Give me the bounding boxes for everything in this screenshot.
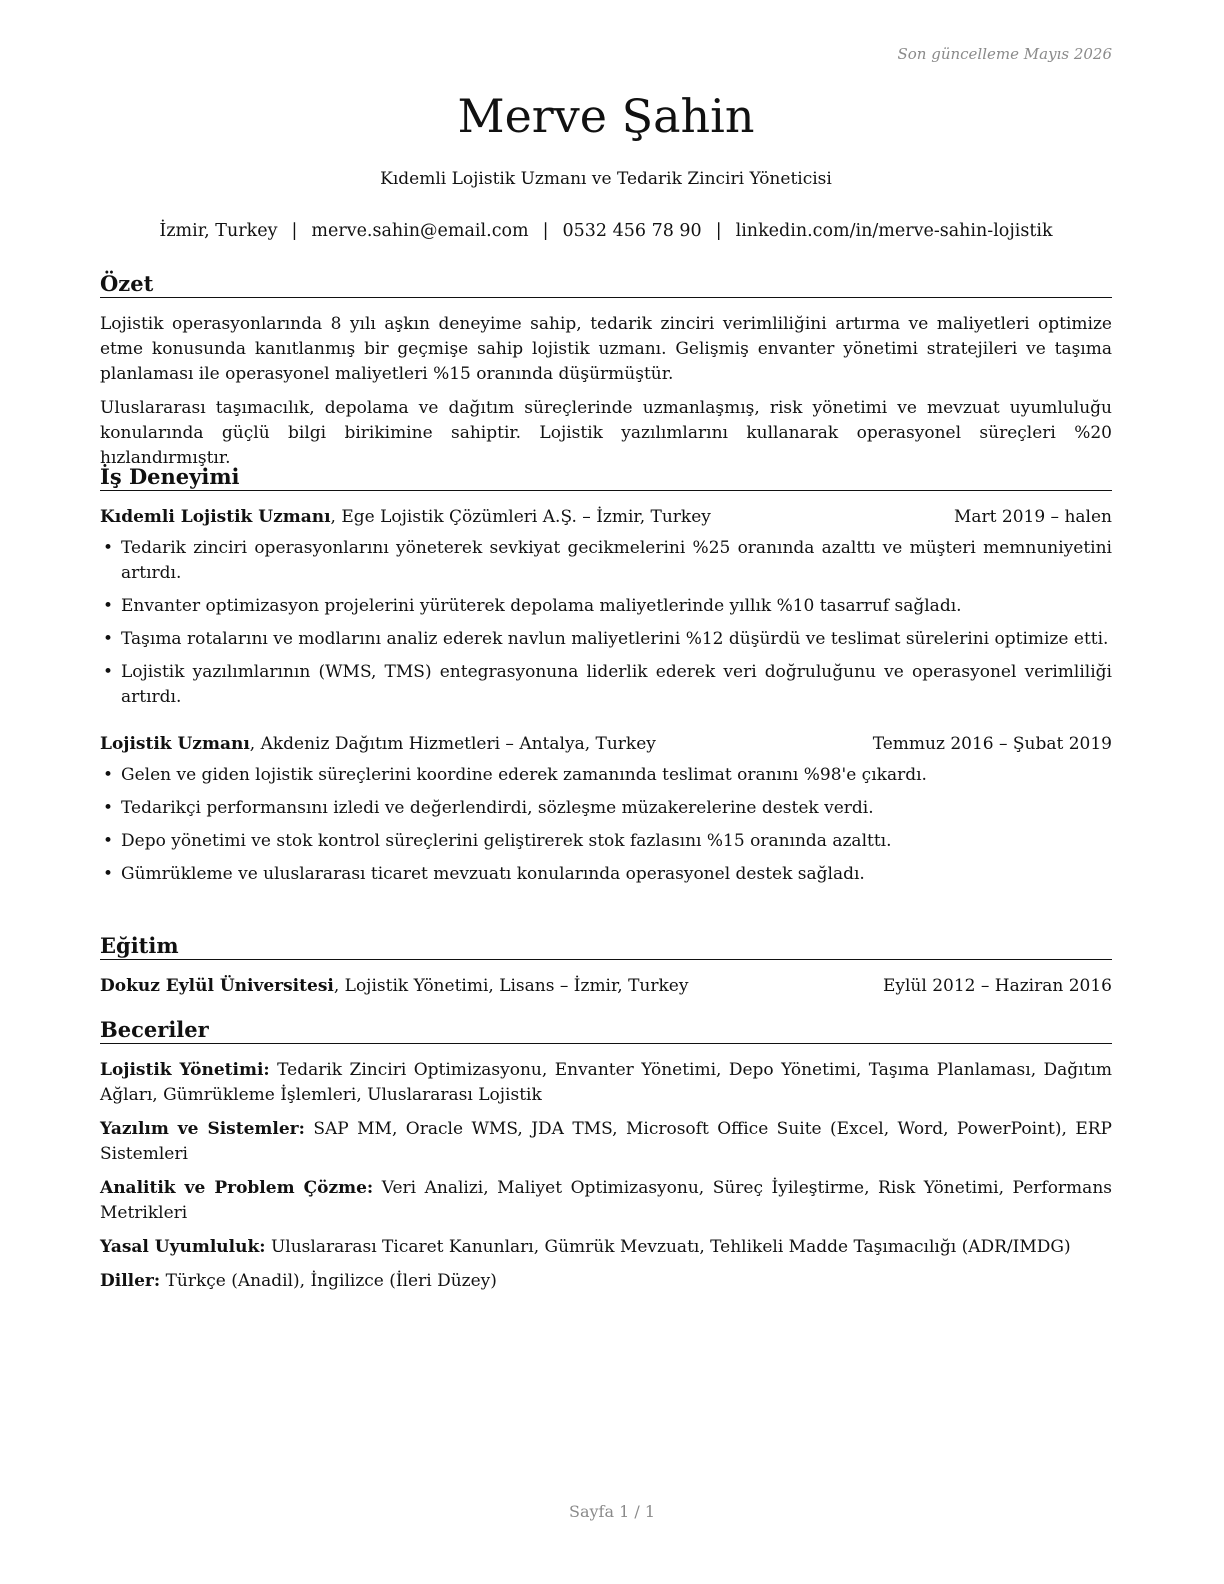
skill-label: Yazılım ve Sistemler: xyxy=(100,1119,305,1139)
page-number: Sayfa 1 / 1 xyxy=(568,1502,655,1521)
job-bullet: • Tedarikçi performansını izledi ve değerlendirdi, sözleşme müzakerelerine destek verdi. xyxy=(100,796,1112,821)
contact-line xyxy=(100,219,1112,243)
job-bullets xyxy=(100,763,1112,887)
job-role: Lojistik Uzmanı xyxy=(100,734,250,754)
job-bullet: • Taşıma rotalarını ve modlarını analiz ederek navlun maliyetlerini %12 düşürdü ve teslimat sürelerini optimize etti. xyxy=(100,627,1112,652)
experience-section xyxy=(100,464,1112,887)
job-bullet: • Tedarik zinciri operasyonlarını yöneterek sevkiyat gecikmelerini %25 oranında azalttı ve müşteri memnuniyetini artırdı. xyxy=(100,536,1112,586)
skill-item xyxy=(100,1235,1112,1260)
contact-separator: | xyxy=(291,221,298,241)
section-heading-skills: Beceriler xyxy=(100,1017,1112,1044)
job-role: Kıdemli Lojistik Uzmanı xyxy=(100,507,331,527)
section-heading-education: Eğitim xyxy=(100,933,1112,960)
skill-label: Diller: xyxy=(100,1271,161,1291)
skill-item xyxy=(100,1176,1112,1226)
skills-section xyxy=(100,1017,1112,1294)
job-bullet: • Gümrükleme ve uluslararası ticaret mevzuatı konularında operasyonel destek sağladı. xyxy=(100,862,1112,887)
skill-value: SAP MM, Oracle WMS, JDA TMS, Microsoft Office Suite (Excel, Word, PowerPoint), ERP Sistemleri xyxy=(100,1119,1112,1164)
skill-value: Uluslararası Ticaret Kanunları, Gümrük Mevzuatı, Tehlikeli Madde Taşımacılığı (ADR/IMDG) xyxy=(265,1237,1071,1257)
skill-label: Yasal Uyumluluk: xyxy=(100,1237,266,1257)
job-bullet: • Envanter optimizasyon projelerini yürüterek depolama maliyetlerinde yıllık %10 tasarruf sağladı. xyxy=(100,594,1112,619)
skill-value: Veri Analizi, Maliyet Optimizasyonu, Süreç İyileştirme, Risk Yönetimi, Performans Metrikleri xyxy=(100,1178,1112,1223)
skill-item xyxy=(100,1058,1112,1108)
job-header xyxy=(100,732,1112,757)
job-company: , Akdeniz Dağıtım Hizmetleri – Antalya, Turkey xyxy=(249,734,656,754)
job-entry xyxy=(100,505,1112,710)
skill-value: Tedarik Zinciri Optimizasyonu, Envanter Yönetimi, Depo Yönetimi, Taşıma Planlaması, Dağıtım Ağları, Gümrükleme İşlemleri, Uluslararası Lojistik xyxy=(100,1060,1113,1105)
job-bullet: • Gelen ve giden lojistik süreçlerini koordine ederek zamanında teslimat oranını %98'e çıkardı. xyxy=(100,763,1112,788)
contact-email[interactable]: merve.sahin@email.com xyxy=(311,221,529,241)
section-heading-experience: İş Deneyimi xyxy=(100,464,1112,491)
job-dates: Mart 2019 – halen xyxy=(953,507,1112,527)
summary-paragraph: Lojistik operasyonlarında 8 yılı aşkın deneyime sahip, tedarik zinciri verimliliğini artırma ve maliyetleri optimize etme konusunda kanıtlanmış bir geçmişe sahip lojistik uzmanı. Gelişmiş envanter yönetimi stratejileri ve taşıma planlaması ile operasyonel maliyetleri %15 oranında düşürmüştür. xyxy=(100,314,1112,384)
job-entry xyxy=(100,732,1112,887)
skill-value: Türkçe (Anadil), İngilizce (İleri Düzey) xyxy=(160,1271,497,1291)
candidate-name: Merve Şahin xyxy=(457,89,755,143)
education-entry xyxy=(100,974,1112,999)
contact-phone: 0532 456 78 90 xyxy=(562,221,702,241)
contact-location: İzmir, Turkey xyxy=(159,221,278,241)
candidate-title: Kıdemli Lojistik Uzmanı ve Tedarik Zinciri Yöneticisi xyxy=(380,169,832,189)
skill-label: Analitik ve Problem Çözme: xyxy=(100,1178,374,1198)
education-school: Dokuz Eylül Üniversitesi xyxy=(100,976,334,996)
job-bullets xyxy=(100,536,1112,710)
contact-separator: | xyxy=(715,221,722,241)
skill-item xyxy=(100,1269,1112,1294)
section-heading-summary: Özet xyxy=(100,271,1112,298)
job-bullet: • Depo yönetimi ve stok kontrol süreçlerini geliştirerek stok fazlasını %15 oranında azalttı. xyxy=(100,829,1112,854)
job-company: , Ege Lojistik Çözümleri A.Ş. – İzmir, Turkey xyxy=(330,507,711,527)
summary-paragraph: Uluslararası taşımacılık, depolama ve dağıtım süreçlerinde uzmanlaşmış, risk yönetimi ve mevzuat uyumluluğu konularında güçlü bilgi birikimine sahiptir. Lojistik yazılımlarını kullanarak operasyonel süreçleri %20 hızlandırmıştır. xyxy=(100,398,1112,468)
education-detail: , Lojistik Yönetimi, Lisans – İzmir, Turkey xyxy=(333,976,689,996)
job-header xyxy=(100,505,1112,530)
skill-item xyxy=(100,1117,1112,1167)
summary-section xyxy=(100,271,1112,471)
contact-linkedin[interactable]: linkedin.com/in/merve-sahin-lojistik xyxy=(735,221,1053,241)
education-section xyxy=(100,933,1112,999)
contact-separator: | xyxy=(542,221,549,241)
education-dates: Eylül 2012 – Haziran 2016 xyxy=(882,976,1112,996)
last-updated: Son güncelleme Mayıs 2026 xyxy=(897,45,1112,63)
skill-label: Lojistik Yönetimi: xyxy=(100,1060,270,1080)
job-bullet: • Lojistik yazılımlarının (WMS, TMS) entegrasyonuna liderlik ederek veri doğruluğunu ve operasyonel verimliliği artırdı. xyxy=(100,660,1112,710)
job-dates: Temmuz 2016 – Şubat 2019 xyxy=(872,734,1112,754)
